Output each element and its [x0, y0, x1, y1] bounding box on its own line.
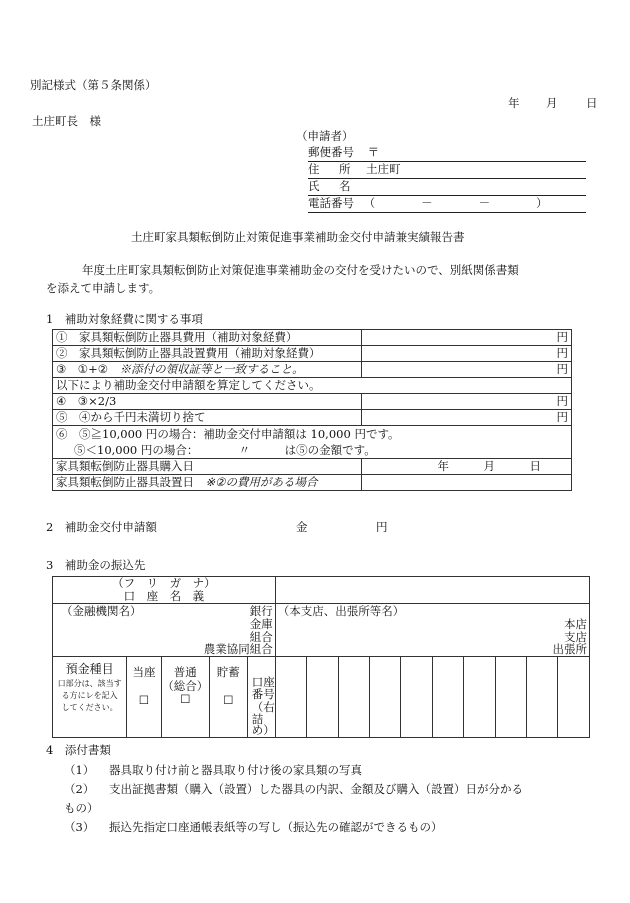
expense-table — [52, 329, 572, 491]
account-digit[interactable] — [275, 657, 306, 738]
table-row — [53, 475, 572, 491]
account-number-note: （右詰め） — [251, 700, 275, 737]
deposit-note — [53, 678, 126, 714]
date-day: 日 — [586, 96, 598, 110]
furigana-label: （フ リ ガ ナ） — [112, 576, 216, 590]
type-ordinary-cell[interactable] — [161, 657, 209, 738]
install-date-note: ※②の費用がある場合 — [205, 474, 318, 489]
postal-value: 〒 — [367, 145, 380, 159]
account-name-value — [275, 577, 589, 604]
purchase-date-value: 年 月 日 — [362, 459, 572, 475]
account-digit[interactable] — [401, 657, 432, 738]
section1-heading: 1 補助対象経費に関する事項 — [46, 312, 203, 326]
attachment-2-cont: もの） — [64, 801, 99, 815]
row-two-thirds: ④ ③×2/3 — [53, 394, 362, 410]
type-current-checkbox[interactable]: ☐ — [138, 692, 150, 707]
applicant-label: （申請者） — [296, 129, 354, 143]
calc-instruction: 以下により補助金交付申請額を算定してください。 — [53, 378, 572, 394]
attachment-3-num: （3） — [64, 820, 95, 834]
account-digit[interactable] — [527, 657, 558, 738]
account-digit[interactable] — [307, 657, 338, 738]
account-digit[interactable] — [558, 657, 590, 738]
phone-row — [308, 198, 586, 213]
branch-type-2: 支店 — [564, 630, 587, 644]
branch-type-3: 出張所 — [552, 642, 587, 656]
install-date-value — [362, 475, 572, 491]
bank-type-4: 農業協同組合 — [203, 642, 273, 656]
row-rounded: ⑤ ④から千円未満切り捨て — [53, 410, 362, 426]
phone-label: 電話番号 — [308, 196, 354, 210]
account-name-label-cell — [53, 577, 276, 604]
bank-type-3: 組合 — [249, 630, 273, 644]
addressee: 土庄町長 様 — [32, 114, 101, 128]
bank-type-2: 金庫 — [249, 617, 273, 631]
grant-kin: 金 — [296, 520, 308, 534]
account-number-label: 口座番号 — [251, 675, 275, 701]
install-date-text: 家具類転倒防止器具設置日 — [56, 474, 206, 489]
deposit-type-title: 預金種目 — [65, 662, 114, 676]
type-savings-label: 貯蓄 — [216, 665, 240, 679]
postal-label: 郵便番号 — [308, 145, 354, 159]
account-digit[interactable] — [495, 657, 526, 738]
attachment-3: 振込先指定口座通帳表紙等の写し（振込先の確認ができるもの） — [109, 820, 443, 834]
row-total-label: ③ ①+② — [56, 361, 120, 376]
account-number-label-cell — [247, 657, 275, 738]
attachment-1: 器具取り付け前と器具取り付け後の家具類の写真 — [109, 763, 362, 777]
branch-type-1: 本店 — [564, 617, 587, 631]
account-name-label: 口 座 名 義 — [123, 589, 205, 603]
row-grant-rule — [53, 426, 572, 459]
bank-type-1: 銀行 — [249, 604, 273, 618]
unit-yen: 円 — [362, 410, 572, 426]
table-row — [53, 577, 590, 604]
table-row — [53, 330, 572, 346]
type-ordinary-sub: （総合） — [162, 678, 209, 693]
account-digit[interactable] — [464, 657, 495, 738]
deposit-note-3: してください。 — [61, 703, 118, 712]
type-current-cell[interactable] — [127, 657, 161, 738]
date-month: 月 — [546, 96, 558, 110]
unit-yen: 円 — [362, 346, 572, 362]
table-row — [53, 459, 572, 475]
row-install-cost: ② 家具類転倒防止器具設置費用（補助対象経費） — [53, 346, 362, 362]
grant-rule-2: ⑤＜10,000 円の場合： 〃 は⑤の金額です。 — [74, 443, 376, 457]
table-row — [53, 410, 572, 426]
intro-line-2: を添えて申請します。 — [46, 281, 161, 295]
unit-yen: 円 — [362, 330, 572, 346]
type-current-label: 当座 — [132, 665, 156, 679]
type-savings-checkbox[interactable]: ☐ — [223, 692, 234, 707]
attachment-2-num: （2） — [64, 782, 95, 796]
form-label: 別記様式（第５条関係） — [30, 78, 157, 92]
type-savings-cell[interactable] — [209, 657, 247, 738]
table-row — [53, 362, 572, 378]
grant-yen: 円 — [376, 520, 388, 534]
table-row — [53, 394, 572, 410]
row-total — [53, 362, 362, 378]
row-device-cost: ① 家具類転倒防止器具費用（補助対象経費） — [53, 330, 362, 346]
deposit-type-cell — [53, 657, 127, 738]
attachment-1-num: （1） — [64, 763, 95, 777]
deposit-note-1: 口部分は、該当す — [57, 679, 122, 688]
address-value: 土庄町 — [366, 162, 401, 176]
postal-row — [308, 147, 586, 162]
unit-yen: 円 — [362, 394, 572, 410]
bank-name-label: （金融機関名） — [61, 604, 142, 618]
address-label: 住 所 — [308, 162, 355, 176]
account-digit[interactable] — [432, 657, 463, 738]
bank-table — [52, 576, 590, 738]
name-label: 氏 名 — [308, 179, 355, 193]
attachment-2: 支出証拠書類（購入（設置）した器具の内訳、金額及び購入（設置）日が分かる — [109, 782, 523, 796]
name-row — [308, 181, 586, 196]
section4-heading: 4 添付書類 — [46, 743, 111, 757]
account-digit[interactable] — [370, 657, 401, 738]
phone-value: （ － － ） — [363, 196, 548, 210]
table-row — [53, 426, 572, 459]
type-ordinary-checkbox[interactable]: ☐ — [180, 692, 191, 706]
grant-rule-1: ⑥ ⑤≧10,000 円の場合：補助金交付申請額は 10,000 円です。 — [56, 427, 400, 441]
branch-name-label: （本支店、出張所等名） — [277, 604, 405, 618]
table-row — [53, 378, 572, 394]
section2-heading: 2 補助金交付申請額 — [46, 520, 157, 534]
purchase-date-label: 家具類転倒防止器具購入日 — [53, 459, 362, 475]
bank-name-cell — [53, 604, 276, 657]
intro-line-1: 年度土庄町家具類転倒防止対策促進事業補助金の交付を受けたいので、別紙関係書類 — [82, 263, 519, 277]
unit-yen: 円 — [362, 362, 572, 378]
deposit-note-2: る方にレを記入 — [61, 691, 118, 700]
table-row — [53, 657, 590, 738]
document-title: 土庄町家具類転倒防止対策促進事業補助金交付申請兼実績報告書 — [131, 230, 465, 244]
account-digit[interactable] — [338, 657, 369, 738]
table-row — [53, 604, 590, 657]
branch-name-cell — [275, 604, 589, 657]
receipt-note: ※添付の領収証等と一致すること。 — [119, 361, 304, 376]
install-date-label — [53, 475, 362, 491]
date-year: 年 — [508, 96, 520, 110]
type-ordinary-label: 普通 — [173, 665, 197, 679]
address-row — [308, 164, 586, 179]
table-row — [53, 346, 572, 362]
section3-heading: 3 補助金の振込先 — [46, 558, 146, 572]
